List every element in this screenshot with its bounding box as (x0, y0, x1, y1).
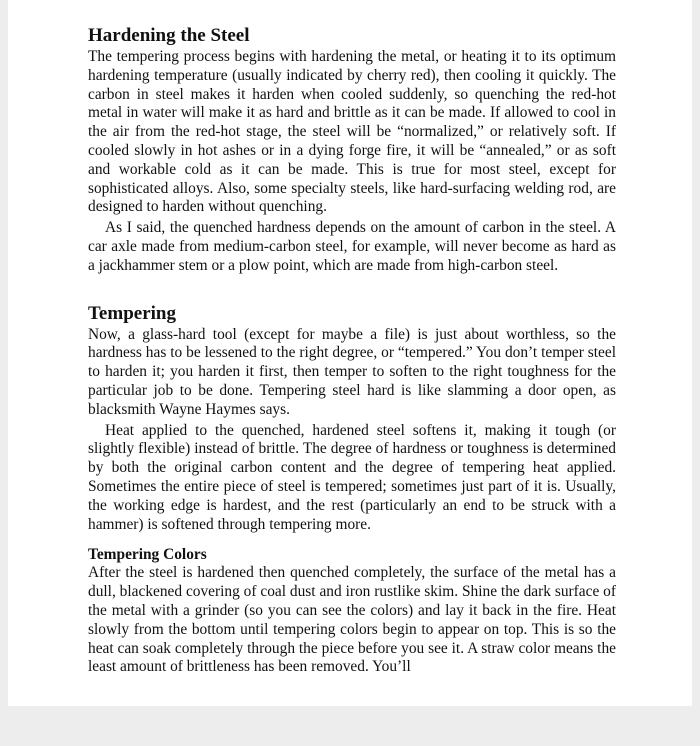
section-heading-hardening: Hardening the Steel (88, 25, 250, 46)
section-heading-tempering: Tempering (88, 302, 176, 324)
page-content (88, 24, 616, 677)
document-page (8, 0, 692, 706)
viewer-background (0, 706, 700, 746)
paragraph-hardening-1: The tempering process begins with hardening the metal, or heating it to its optimum hardening temperature (usually indicated by cherry red), then cooling it quickly. The carbon in steel makes it harden when cooled suddenly, so quenching the red-hot metal in water will make it as hard and brittle as it can be made. If allowed to cool in the air from the red-hot stage, the steel will be “normalized,” or relatively soft. If cooled slowly in hot ashes or in a dying forge fire, it will be “annealed,” or as soft and workable cold as it can be made. This is true for most steel, except for sophisticated alloys. Also, some specialty steels, like hard-surfacing welding rod, are designed to harden without quenching. (88, 48, 616, 216)
paragraph-colors-1: After the steel is hardened then quenched completely, the surface of the metal has a dull, blackened covering of coal dust and iron rustlike skim. Shine the dark surface of the metal with a grinder (so you can see the colors) and lay it back in the fire. Heat slowly from the bottom until tempering colors begin to appear on top. This is so the heat can soak completely through the piece before you see it. A straw color means the least amount of brittleness has been removed. You’ll (88, 564, 616, 676)
paragraph-hardening-2: As I said, the quenched hardness depends on the amount of carbon in the steel. A car axle made from medium-carbon steel, for example, will never become as hard as a jackhammer stem or a plow point, which are made from high-carbon steel. (88, 219, 616, 274)
paragraph-tempering-1: Now, a glass-hard tool (except for maybe a file) is just about worthless, so the hardness has to be lessened to the right degree, or “tempered.” You don’t temper steel to harden it; you harden it first, then temper to soften to the right toughness for the particular job to be done. Tempering steel hard is like slamming a door open, as blacksmith Wayne Haymes says. (88, 325, 616, 418)
paragraph-tempering-2: Heat applied to the quenched, hardened steel softens it, making it tough (or slightly flexible) instead of brittle. The degree of hardness or toughness is determined by both the original carbon content and the degree of tempering heat applied. Sometimes the entire piece of steel is tempered; sometimes just part of it is. Usually, the working edge is hardest, and the rest (particularly an end to be struck with a hammer) is softened through tempering more. (88, 421, 616, 533)
subsection-heading-tempering-colors: Tempering Colors (88, 546, 207, 564)
